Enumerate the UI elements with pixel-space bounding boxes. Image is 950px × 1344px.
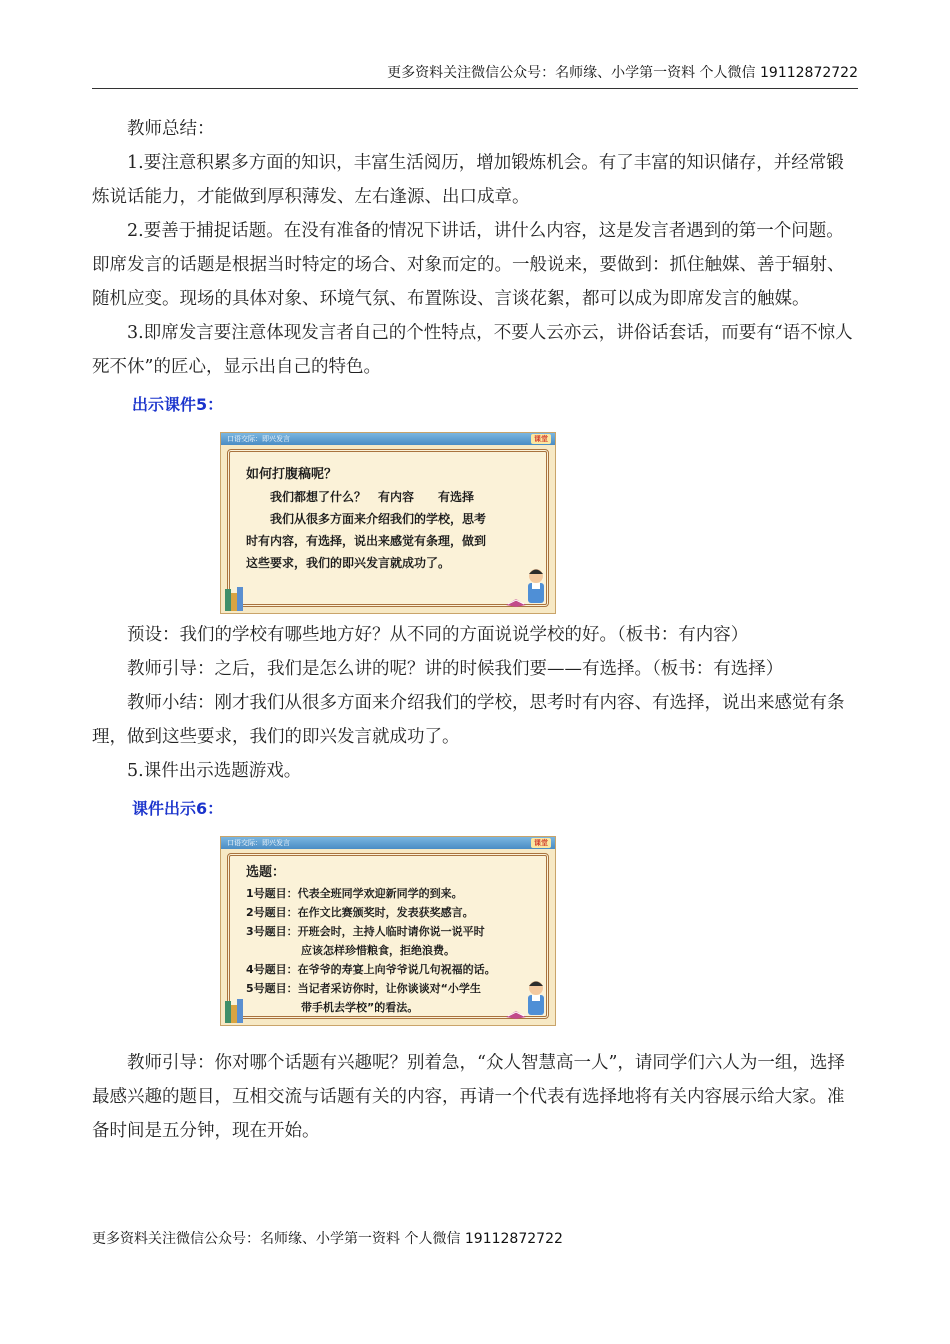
slide-line: 这些要求，我们的即兴发言就成功了。 — [246, 556, 451, 570]
paragraph: 预设：我们的学校有哪些地方好？从不同的方面说说学校的好。（板书：有内容） — [127, 625, 749, 645]
slide-line: 我们都想了什么？ 有内容 有选择 — [246, 490, 475, 504]
slide-title: 选题： — [246, 865, 286, 880]
courseware-label: 出示课件5： — [132, 395, 224, 414]
books-illustration-icon — [223, 585, 247, 611]
slide-text — [230, 856, 546, 1017]
books-illustration-icon — [223, 997, 247, 1023]
slide-topbar: 口语交际：即兴发言 — [221, 837, 555, 849]
paragraph: 3.即席发言要注意体现发言者自己的个性特点，不要人云亦云，讲俗话套话，而要有“语不惊人死不休”的匠心，显示出自己的特色。 — [92, 323, 853, 377]
paragraph: 1.要注意积累多方面的知识，丰富生活阅历，增加锻炼机会。有了丰富的知识储存，并经常锻炼说话能力，才能做到厚积薄发、左右逢源、出口成章。 — [92, 153, 844, 207]
slide-line: 如何打腹稿呢？ — [246, 467, 338, 482]
courseware-slide-5 — [220, 432, 556, 614]
slide-line: 带手机去学校”的看法。 — [246, 1001, 419, 1014]
slide-line: 应该怎样珍惜粮食，拒绝浪费。 — [246, 944, 455, 957]
slide-line: 2号题目：在作文比赛颁奖时，发表获奖感言。 — [246, 906, 474, 919]
slide-line: 4号题目：在爷爷的寿宴上向爷爷说几句祝福的话。 — [246, 963, 496, 976]
slide-text — [230, 452, 546, 574]
open-book-icon — [505, 595, 527, 607]
page-header: 更多资料关注微信公众号：名师缘、小学第一资料 个人微信 19112872722 — [92, 62, 858, 89]
student-illustration-icon — [525, 567, 547, 605]
page-footer: 更多资料关注微信公众号：名师缘、小学第一资料 个人微信 19112872722 — [92, 1231, 563, 1247]
slide-topbar: 口语交际：即兴发言 — [221, 433, 555, 445]
slide-line: 5号题目：当记者采访你时，让你谈谈对“小学生 — [246, 982, 481, 995]
paragraph: 2.要善于捕捉话题。在没有准备的情况下讲话，讲什么内容，这是发言者遇到的第一个问题。即席发言的话题是根据当时特定的场合、对象而定的。一般说来，要做到：抓住触媒、善于辐射、随机应变。现场的具体对象、环境气氛、布置陈设、言谈花絮，都可以成为即席发言的触媒。 — [92, 221, 845, 309]
slide-line: 时有内容，有选择，说出来感觉有条理，做到 — [246, 534, 487, 548]
courseware-slide-6 — [220, 836, 556, 1026]
slide-frame — [227, 449, 549, 607]
slide-frame — [227, 853, 549, 1019]
slide-brand-badge: 课堂 — [531, 434, 551, 444]
slide-line: 1号题目：代表全班同学欢迎新同学的到来。 — [246, 887, 463, 900]
courseware-label: 课件出示6： — [132, 799, 224, 818]
paragraph: 教师引导：你对哪个话题有兴趣呢？别着急，“众人智慧高一人”，请同学们六人为一组，选择最感兴趣的题目，互相交流与话题有关的内容，再请一个代表有选择地将有关内容展示给大家。准备时间是五分钟，现在开始。 — [92, 1053, 845, 1141]
paragraph: 教师总结： — [127, 119, 215, 139]
slide-line: 我们从很多方面来介绍我们的学校，思考 — [246, 512, 487, 526]
open-book-icon — [505, 1007, 527, 1019]
paragraph: 教师引导：之后，我们是怎么讲的呢？讲的时候我们要——有选择。（板书：有选择） — [127, 659, 784, 679]
paragraph: 教师小结：刚才我们从很多方面来介绍我们的学校，思考时有内容、有选择，说出来感觉有条理，做到这些要求，我们的即兴发言就成功了。 — [92, 693, 845, 747]
slide-line: 3号题目：开班会时，主持人临时请你说一说平时 — [246, 925, 485, 938]
slide-brand-badge: 课堂 — [531, 838, 551, 848]
paragraph: 5.课件出示选题游戏。 — [127, 761, 302, 781]
main-content — [92, 112, 860, 1148]
student-illustration-icon — [525, 979, 547, 1017]
